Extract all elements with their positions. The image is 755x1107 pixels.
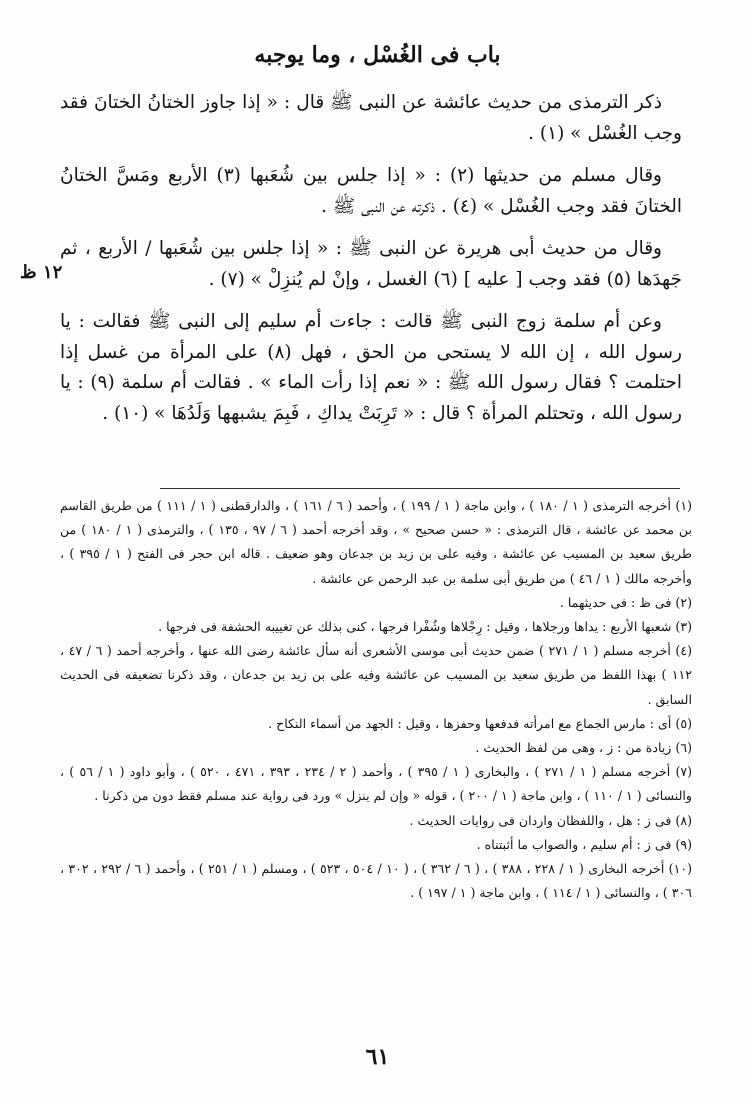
manuscript-folio-marker: ١٢ ظ (20, 262, 63, 283)
footnote: (٨) فى ز : هل ، واللفظان واردان فى روايات الحديث . (409, 812, 692, 828)
footnote: (٤) أخرجه مسلم ( ١ / ٢٧١ ) ضمن حديث أبى موسى الأشعرى أنه سأل عائشة رضى الله عنها ، وأخرجه أحمد ( ٦ / ٤٧ ، ١١٢ ) بهذا اللفظ من طريق سعيد بن المسيب عن عائشة وفيه على بن زيد بن جدعان ، وقد ذكرنا تضعيفه فى الحديث السابق . (60, 643, 693, 707)
page-number: ٦١ (365, 1044, 390, 1070)
paragraph: وقال مسلم من حديثها (٢) : « إذا جلس بين شُعَبها (٣) الأربع ومَسَّ الختانُ الختانَ فقد وجب الغُسْل » (٤) . ذكرته عن النبى ﷺ . (60, 165, 682, 217)
footnote: (٣) شعبها الأربع : يداها ورجلاها ، وقيل : رِجْلاها وشُفْرا فرجها ، كنى بذلك عن تغييبه الحشفة فى فرجها . (158, 619, 692, 635)
footnote: (٥) أى : مارس الجماع مع امرأته فدفعها وحفزها ، وقيل : الجهد من أسماء النكاح . (268, 715, 692, 731)
footnote: (١) أخرجه الترمذى ( ١ / ١٨٠ ) ، وابن ماجة ( ١ / ١٩٩ ) ، وأحمد ( ٦ / ١٦١ ) ، والدارقطنى ( ١ / ١١١ ) من طريق القاسم بن محمد عن عائشة ، قال الترمذى : « حسن صحيح » ، وقد أخرجه أحمد ( ٦ / ٩٧ ، ١٣٥ ) ، والترمذى ( ١ / ١٨٠ ) من طريق سعيد بن المسيب عن عائشة ، وفيه على بن زيد بن جدعان وهو ضعيف . قاله ابن حجر فى الفتح ( ١ / ٣٩٥ ) ، وأخرجه مالك ( ١ / ٤٦ ) من طريق أبى سلمة بن عبد الرحمن عن عائشة . (60, 498, 693, 586)
paragraph: وقال من حديث أبى هريرة عن النبى ﷺ : « إذا جلس بين شُعَبها / الأربع ، ثم جَهدَها (٥) فقد وجب [ عليه ] (٦) الغسل ، وإنْ لم يُنزِلْ » (٧) . (60, 238, 682, 290)
chapter-title: باب فى الغُسْل ، وما يوجبه (254, 42, 501, 68)
footnotes (60, 494, 692, 905)
footnote: (٩) فى ز : أم سليم ، والصواب ما أثبتناه . (476, 836, 692, 852)
main-text (60, 88, 682, 441)
paragraph: وعن أم سلمة زوج النبى ﷺ قالت : جاءت أم سليم إلى النبى ﷺ فقالت : يا رسول الله ، إن الله لا يستحى من الحق ، فهل (٨) على المرأة من غسل إذا احتلمت ؟ فقال رسول الله ﷺ : « نعم إذا رأت الماء » . فقالت أم سلمة (٩) : يا رسول الله ، وتحتلم المرأة ؟ قال : « تَرِبَتْ يداكِ ، فَبِمَ يشبهها وَلَدُهَا » (١٠) . (60, 311, 683, 424)
footnote: (١٠) أخرجه البخارى ( ١ / ٢٢٨ ، ٣٨٨ ) ، ( ٦ / ٣٦٢ ) ، ( ١٠ / ٥٠٤ ، ٥٢٣ ) ، ومسلم ( ١ / ٢٥١ ) ، وأحمد ( ٦ / ٢٩٢ ، ٣٠٢ ، ٣٠٦ ) ، والنسائى ( ١ / ١١٤ ) ، وابن ماجة ( ١ / ١٩٧ ) . (60, 861, 693, 901)
footnote: (٦) زيادة من : ز ، وهى من لفظ الحديث . (475, 740, 692, 756)
footnote-separator (160, 488, 680, 489)
paragraph: ذكر الترمذى من حديث عائشة عن النبى ﷺ قال : « إذا جاوز الختانُ الختانَ فقد وجب الغُسْل » (١) . (60, 92, 682, 144)
footnote: (٢) فى ظ : فى حديثهما . (559, 594, 692, 610)
footnote: (٧) أخرجه مسلم ( ١ / ٢٧١ ) ، والبخارى ( ١ / ٣٩٥ ) ، وأحمد ( ٢ / ٢٣٤ ، ٣٩٣ ، ٤٧١ ، ٥٢٠ ) ، وأبو داود ( ١ / ٥٦ ) ، والنسائى ( ١ / ١١٠ ) ، وابن ماجة ( ١ / ٢٠٠ ) ، قوله « وإن لم ينزل » ورد فى رواية عند مسلم فقط دون من ذكرنا . (60, 764, 693, 804)
